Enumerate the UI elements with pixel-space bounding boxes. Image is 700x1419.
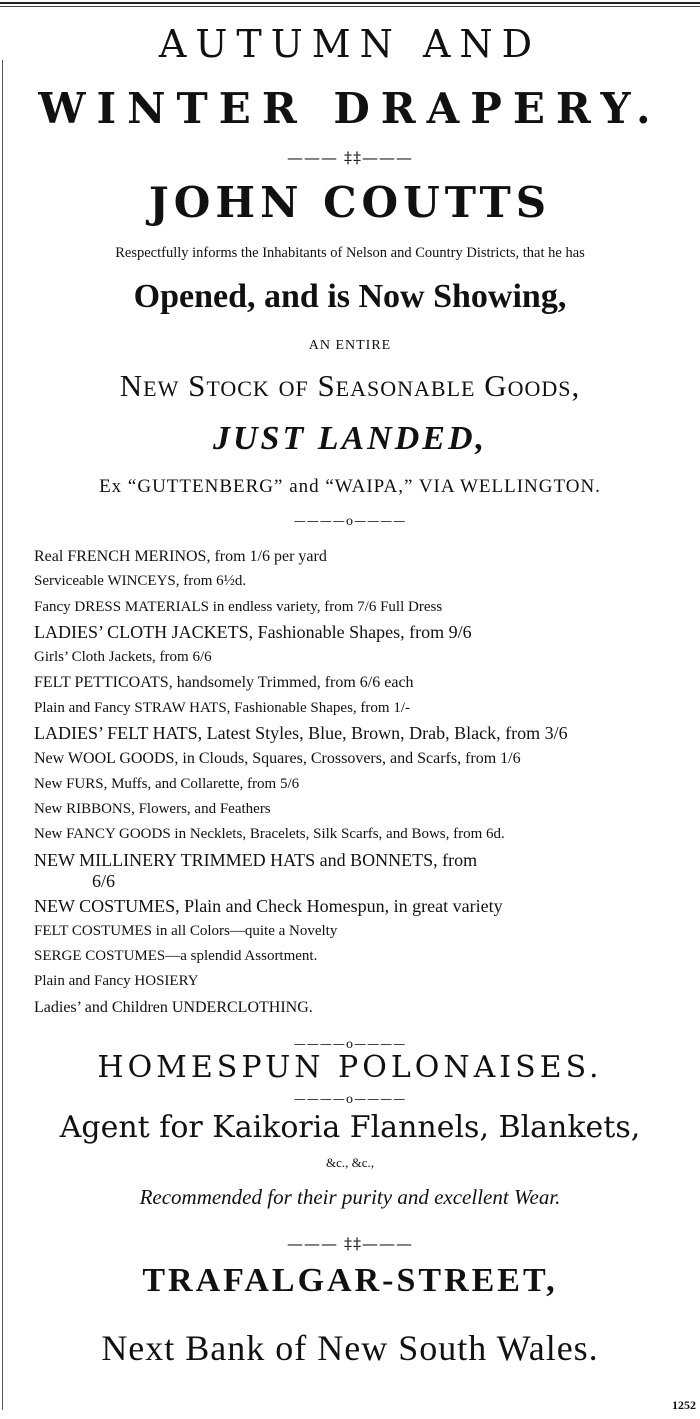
list-item: SERGE COSTUMES—a splendid Assortment. <box>34 948 318 965</box>
goods-list <box>34 544 694 1020</box>
homespun-polonaises-headline: HOMESPUN POLONAISES. <box>97 1050 603 1085</box>
just-landed-headline: JUST LANDED, <box>212 420 488 457</box>
agent-headline: Agent for Kaikoria Flannels, Blankets, <box>59 1110 641 1145</box>
millinery-price: 6/6 <box>92 870 116 891</box>
list-item: New FURS, Muffs, and Collarette, from 5/6 <box>34 775 300 792</box>
an-entire-text: AN ENTIRE <box>308 338 392 353</box>
list-item: Real FRENCH MERINOS, from 1/6 per yard <box>34 548 327 565</box>
ships-line: Ex “GUTTENBERG” and “WAIPA,” VIA WELLINGTON. <box>99 476 601 497</box>
landmark-address: Next Bank of New South Wales. <box>101 1328 599 1368</box>
recommended-text: Recommended for their purity and excellent Wear. <box>139 1185 561 1209</box>
list-item: Serviceable WINCEYS, from 6½d. <box>34 573 247 590</box>
opened-headline: Opened, and is Now Showing, <box>133 278 567 315</box>
list-item-millinery <box>34 848 694 894</box>
list-item: Fancy DRESS MATERIALS in endless variety, from 7/6 Full Dress <box>34 598 443 615</box>
list-item: Girls’ Cloth Jackets, from 6/6 <box>34 649 212 666</box>
list-item: New RIBBONS, Flowers, and Feathers <box>34 800 271 817</box>
heading-winter-drapery: WINTER DRAPERY. <box>38 84 662 133</box>
street-address: TRAFALGAR-STREET, <box>142 1262 558 1299</box>
ornament-divider: ————o———— <box>293 1037 407 1051</box>
etc-text: &c., &c., <box>325 1155 374 1170</box>
ornament-divider: ——— ‡‡——— <box>286 1234 414 1253</box>
new-stock-headline: New Stock of Seasonable Goods, <box>119 368 581 403</box>
top-border-rule <box>0 2 700 4</box>
list-item: Plain and Fancy HOSIERY <box>34 973 199 990</box>
heading-autumn-and: AUTUMN AND <box>158 22 542 66</box>
ad-number: 1252 <box>672 1398 696 1412</box>
ornament-divider: ————o———— <box>293 514 407 528</box>
list-item: LADIES’ FELT HATS, Latest Styles, Blue, Brown, Drab, Black, from 3/6 <box>34 723 568 744</box>
millinery-line: NEW MILLINERY TRIMMED HATS and BONNETS, from <box>34 849 478 870</box>
intro-text: Respectfully informs the Inhabitants of Nelson and Country Districts, that he has <box>115 245 585 261</box>
list-item: FELT PETTICOATS, handsomely Trimmed, from 6/6 each <box>34 674 414 692</box>
list-item: FELT COSTUMES in all Colors—quite a Novelty <box>34 922 338 939</box>
top-border-rule-thin <box>0 6 700 7</box>
list-item: LADIES’ CLOTH JACKETS, Fashionable Shapes, from 9/6 <box>34 621 472 642</box>
list-item: Plain and Fancy STRAW HATS, Fashionable Shapes, from 1/- <box>34 699 410 716</box>
ornament-divider: ————o———— <box>293 1092 407 1106</box>
ornament-divider: ——— ‡‡——— <box>286 148 414 167</box>
list-item: NEW COSTUMES, Plain and Check Homespun, in great variety <box>34 895 503 916</box>
list-item: New WOOL GOODS, in Clouds, Squares, Crossovers, and Scarfs, from 1/6 <box>34 750 521 768</box>
list-item: New FANCY GOODS in Necklets, Bracelets, Silk Scarfs, and Bows, from 6d. <box>34 826 505 843</box>
merchant-name: JOHN COUTTS <box>148 178 552 227</box>
list-item: Ladies’ and Children UNDERCLOTHING. <box>34 998 313 1016</box>
